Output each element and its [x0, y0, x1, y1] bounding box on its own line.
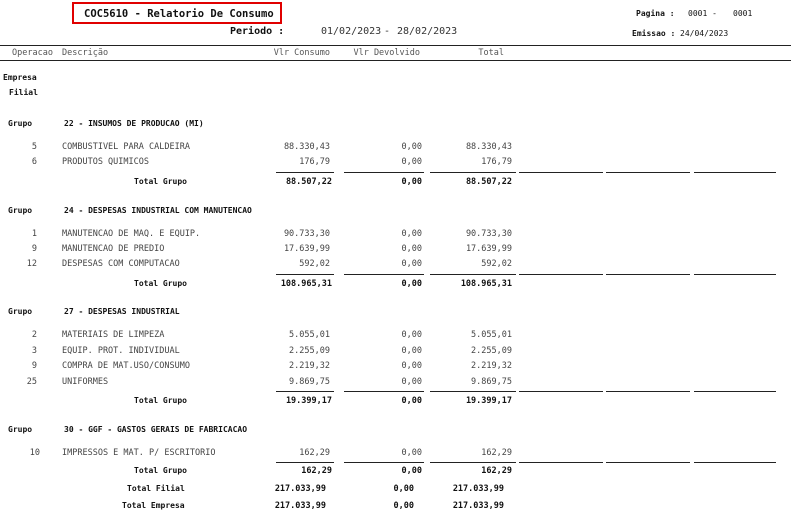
group-code: 22 - INSUMOS DE PRODUCAO (MI) — [64, 119, 204, 128]
total-empresa-total: 217.033,99 — [452, 501, 504, 511]
total-grupo-devolvido: 0,00 — [401, 466, 422, 476]
total-grupo-label: Total Grupo — [134, 396, 187, 405]
row-total: 88.330,43 — [465, 142, 512, 152]
subtotal-rule — [430, 462, 516, 463]
total-filial-consumo: 217.033,99 — [274, 484, 326, 494]
row-op: 9 — [31, 244, 37, 254]
row-op: 5 — [31, 142, 37, 152]
subtotal-rule — [276, 462, 334, 463]
row-consumo: 2.219,32 — [289, 361, 330, 371]
row-total: 592,02 — [481, 259, 512, 269]
total-filial-total: 217.033,99 — [452, 484, 504, 494]
row-devolvido: 0,00 — [401, 244, 422, 254]
row-total: 2.255,09 — [471, 346, 512, 356]
row-desc: MATERIAIS DE LIMPEZA — [62, 330, 165, 340]
total-grupo-total: 162,29 — [481, 466, 512, 476]
subtotal-rule — [694, 391, 776, 392]
subtotal-rule — [519, 462, 603, 463]
subtotal-rule — [430, 391, 516, 392]
total-empresa-consumo: 217.033,99 — [274, 501, 326, 511]
header-bottom-rule — [0, 60, 791, 61]
subtotal-rule — [344, 172, 424, 173]
row-total: 2.219,32 — [471, 361, 512, 371]
col-total: Total — [478, 48, 504, 58]
row-total: 9.869,75 — [471, 377, 512, 387]
row-op: 10 — [29, 448, 40, 458]
periodo-separator: - — [384, 26, 391, 37]
row-total: 90.733,30 — [465, 229, 512, 239]
row-op: 6 — [31, 157, 37, 167]
row-op: 9 — [31, 361, 37, 371]
row-total: 5.055,01 — [471, 330, 512, 340]
total-grupo-consumo: 108.965,31 — [280, 279, 332, 289]
row-consumo: 5.055,01 — [289, 330, 330, 340]
subtotal-rule — [606, 391, 690, 392]
row-op: 25 — [26, 377, 37, 387]
periodo-from: 01/02/2023 — [321, 26, 382, 37]
subtotal-rule — [606, 274, 690, 275]
row-op: 3 — [31, 346, 37, 356]
row-consumo: 592,02 — [299, 259, 330, 269]
row-devolvido: 0,00 — [401, 346, 422, 356]
col-descricao: Descrição — [62, 48, 109, 58]
subtotal-rule — [430, 274, 516, 275]
row-op: 12 — [26, 259, 37, 269]
pagina-total: 0001 — [733, 9, 753, 18]
row-devolvido: 0,00 — [401, 142, 422, 152]
group-label: Grupo — [8, 206, 33, 215]
row-desc: COMPRA DE MAT.USO/CONSUMO — [62, 361, 190, 371]
row-devolvido: 0,00 — [401, 377, 422, 387]
row-total: 17.639,99 — [465, 244, 512, 254]
row-desc: COMBUSTIVEL PARA CALDEIRA — [62, 142, 190, 152]
subtotal-rule — [276, 274, 334, 275]
subtotal-rule — [694, 462, 776, 463]
row-desc: IMPRESSOS E MAT. P/ ESCRITORIO — [62, 448, 216, 458]
total-grupo-label: Total Grupo — [134, 466, 187, 475]
row-desc: UNIFORMES — [62, 377, 109, 387]
subtotal-rule — [519, 172, 603, 173]
subtotal-rule — [276, 172, 334, 173]
total-filial-label: Total Filial — [127, 484, 185, 493]
col-vlr-consumo: Vlr Consumo — [273, 48, 330, 58]
row-consumo: 2.255,09 — [289, 346, 330, 356]
row-devolvido: 0,00 — [401, 361, 422, 371]
row-desc: PRODUTOS QUIMICOS — [62, 157, 149, 167]
row-desc: MANUTENCAO DE MAQ. E EQUIP. — [62, 229, 201, 239]
row-desc: EQUIP. PROT. INDIVIDUAL — [62, 346, 180, 356]
col-operacao: Operacao — [12, 48, 53, 58]
row-desc: MANUTENCAO DE PREDIO — [62, 244, 165, 254]
total-grupo-total: 19.399,17 — [465, 396, 512, 406]
row-consumo: 9.869,75 — [289, 377, 330, 387]
total-grupo-total: 108.965,31 — [460, 279, 512, 289]
header-top-rule — [0, 45, 791, 46]
total-grupo-consumo: 19.399,17 — [285, 396, 332, 406]
subtotal-rule — [519, 274, 603, 275]
subtotal-rule — [694, 172, 776, 173]
total-grupo-total: 88.507,22 — [465, 177, 512, 187]
row-devolvido: 0,00 — [401, 259, 422, 269]
subtotal-rule — [344, 274, 424, 275]
row-devolvido: 0,00 — [401, 157, 422, 167]
row-op: 2 — [31, 330, 37, 340]
total-empresa-devolvido: 0,00 — [393, 501, 414, 511]
group-label: Grupo — [8, 307, 33, 316]
row-devolvido: 0,00 — [401, 229, 422, 239]
row-total: 176,79 — [481, 157, 512, 167]
report-title: COC5610 - Relatorio De Consumo — [84, 8, 274, 20]
pagina-value: 0001 - — [688, 9, 717, 18]
total-grupo-label: Total Grupo — [134, 177, 187, 186]
subtotal-rule — [430, 172, 516, 173]
periodo-label: Periodo : — [230, 26, 285, 37]
total-grupo-label: Total Grupo — [134, 279, 187, 288]
row-consumo: 176,79 — [299, 157, 330, 167]
group-label: Grupo — [8, 119, 33, 128]
row-op: 1 — [31, 229, 37, 239]
total-grupo-devolvido: 0,00 — [401, 396, 422, 406]
emissao-value: 24/04/2023 — [680, 29, 729, 38]
total-grupo-consumo: 88.507,22 — [285, 177, 332, 187]
subtotal-rule — [606, 172, 690, 173]
total-grupo-devolvido: 0,00 — [401, 279, 422, 289]
row-consumo: 90.733,30 — [283, 229, 330, 239]
pagina-label: Pagina : — [636, 9, 675, 18]
total-filial-devolvido: 0,00 — [393, 484, 414, 494]
total-empresa-label: Total Empresa — [122, 501, 185, 510]
group-code: 24 - DESPESAS INDUSTRIAL COM MANUTENCAO — [64, 206, 252, 215]
row-devolvido: 0,00 — [401, 330, 422, 340]
row-consumo: 17.639,99 — [283, 244, 330, 254]
total-grupo-consumo: 162,29 — [301, 466, 332, 476]
periodo-to: 28/02/2023 — [397, 26, 458, 37]
subtotal-rule — [344, 462, 424, 463]
group-label: Grupo — [8, 425, 33, 434]
row-consumo: 162,29 — [299, 448, 330, 458]
emissao-label: Emissao : — [632, 29, 676, 38]
subtotal-rule — [276, 391, 334, 392]
subtotal-rule — [519, 391, 603, 392]
group-code: 30 - GGF - GASTOS GERAIS DE FABRICACAO — [64, 425, 248, 434]
subtotal-rule — [606, 462, 690, 463]
total-grupo-devolvido: 0,00 — [401, 177, 422, 187]
row-consumo: 88.330,43 — [283, 142, 330, 152]
row-total: 162,29 — [481, 448, 512, 458]
row-desc: DESPESAS COM COMPUTACAO — [62, 259, 180, 269]
group-code: 27 - DESPESAS INDUSTRIAL — [64, 307, 180, 316]
level-empresa: Empresa — [3, 73, 37, 82]
subtotal-rule — [694, 274, 776, 275]
level-filial: Filial — [9, 88, 38, 97]
col-vlr-devolvido: Vlr Devolvido — [353, 48, 420, 58]
row-devolvido: 0,00 — [401, 448, 422, 458]
subtotal-rule — [344, 391, 424, 392]
